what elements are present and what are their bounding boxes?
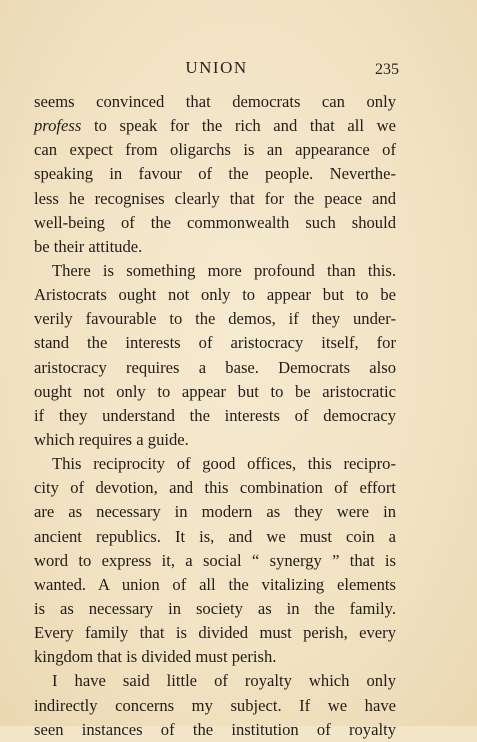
text-line: word to express it, a social “ synergy ” that is — [34, 550, 396, 570]
text-line: indirectly concerns my subject. If we have — [34, 695, 396, 715]
text-line: less he recognises clearly that for the peace and — [34, 188, 396, 208]
text-line: Every family that is divided must perish, every — [34, 623, 396, 643]
text-line: stand the interests of aristocracy itself, for — [34, 333, 396, 353]
text-line: aristocracy requires a base. Democrats also — [34, 357, 396, 377]
text-line: verily favourable to the demos, if they under- — [34, 309, 396, 329]
text-line: seems convinced that democrats can only — [34, 92, 396, 111]
text-line: which requires a guide. — [34, 429, 189, 449]
running-head — [34, 58, 399, 80]
text-line: I have said little of royalty which only — [52, 671, 396, 691]
text-line: seen instances of the institution of royalty — [34, 719, 396, 739]
text-line: well-being of the commonwealth such should — [34, 212, 396, 232]
text-line: are as necessary in modern as they were in — [34, 502, 396, 522]
body-text — [34, 90, 396, 742]
text-line: ought not only to appear but to be aristocratic — [34, 381, 396, 401]
text-line: if they understand the interests of democracy — [34, 405, 396, 425]
text-line: This reciprocity of good offices, this recipro- — [52, 454, 396, 474]
text-line: speaking in favour of the people. Neverthe- — [34, 164, 396, 184]
text-line: can expect from oligarchs is an appearance of — [34, 140, 396, 160]
text-line — [34, 114, 396, 138]
chapter-title: UNION — [185, 58, 248, 77]
text-line: Aristocrats ought not only to appear but to be — [34, 285, 396, 305]
text-line: be their attitude. — [34, 236, 143, 256]
text-span: to speak for the rich and that all we — [81, 116, 396, 136]
text-line: ancient republics. It is, and we must coin a — [34, 526, 396, 546]
text-line: wanted. A union of all the vitalizing elements — [34, 574, 396, 594]
page-number: 235 — [375, 61, 399, 78]
text-line: kingdom that is divided must perish. — [34, 647, 277, 667]
text-line: is as necessary in society as in the family. — [34, 598, 396, 618]
text-line: There is something more profound than this. — [52, 260, 396, 280]
italic-word: profess — [34, 116, 82, 136]
text-line: city of devotion, and this combination of effort — [34, 478, 396, 498]
